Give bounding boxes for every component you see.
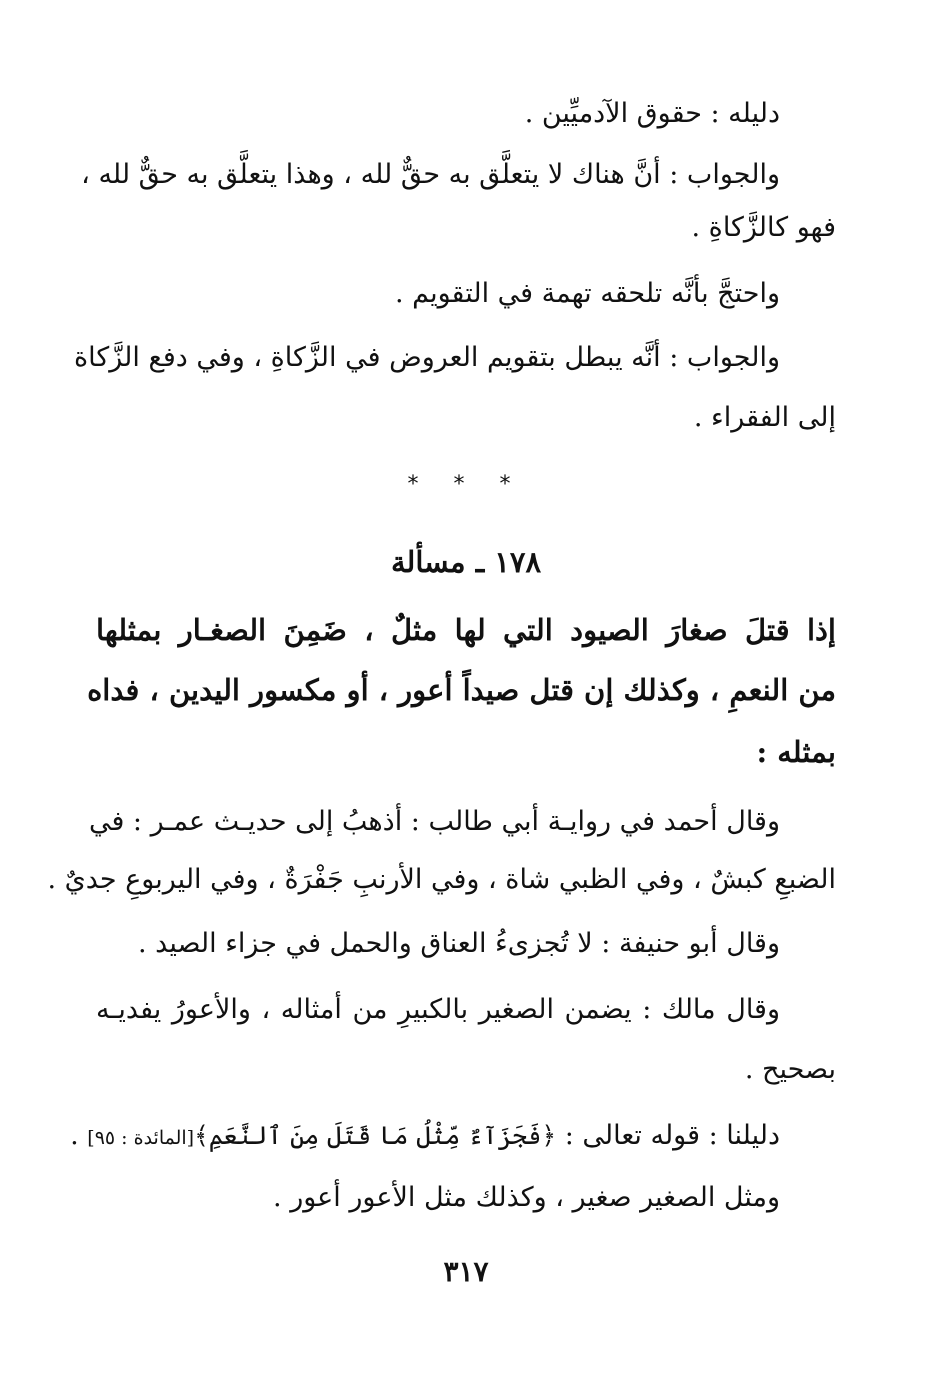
- text-line: الضبعِ كبشٌ ، وفي الظبي شاة ، وفي الأرنبِ جَفْرَةٌ ، وفي اليربوعِ جديٌ .: [47, 864, 836, 895]
- page-number: ٣١٧: [443, 1255, 489, 1288]
- quran-close-bracket: ﴾: [194, 1121, 209, 1150]
- quran-open-bracket: ﴿: [541, 1121, 557, 1150]
- issue-text-line: من النعمِ ، وكذلك إن قتل صيداً أعور ، أو مكسور اليدين ، فداه: [87, 673, 836, 707]
- text-line: وقال مالك : يضمن الصغير بالكبيرِ من أمثاله ، والأعورُ يفديـه: [96, 994, 780, 1025]
- evidence-prefix: دليلنا : قوله تعالى :: [564, 1120, 780, 1151]
- text-line: دليله : حقوق الآدميِّين .: [524, 98, 780, 129]
- heading-dash: ـ: [475, 545, 485, 579]
- text-line: ومثل الصغير صغير ، وكذلك مثل الأعور أعور .: [273, 1182, 780, 1213]
- issue-title: مسألة: [390, 545, 466, 579]
- issue-text-line: إذا قتلَ صغارَ الصيود التي لها مثلٌ ، ضَمِنَ الصغـار بمثلها: [96, 613, 836, 647]
- text-line: والجواب : أنَّه يبطل بتقويم العروض في الزَّكاةِ ، وفي دفع الزَّكاة: [74, 342, 780, 373]
- evidence-line: [70, 1114, 836, 1160]
- verse-citation: [المائدة : ٩٥]: [87, 1127, 195, 1149]
- evidence-end: .: [70, 1120, 79, 1151]
- text-line: واحتجَّ بأنَّه تلحقه تهمة في التقويم .: [394, 278, 780, 309]
- text-line: وقال أحمد في روايـة أبي طالب : أذهبُ إلى حديـث عمـر : في: [88, 806, 780, 837]
- text-line: فهو كالزَّكاةِ .: [691, 212, 836, 243]
- text-line: والجواب : أنَّ هناك لا يتعلَّق به حقٌّ لله ، وهذا يتعلَّق به حقٌّ لله ،: [81, 159, 780, 190]
- issue-number: ١٧٨: [494, 545, 542, 579]
- text-line: بصحيح .: [744, 1054, 836, 1085]
- issue-text-line: بمثله :: [756, 735, 836, 769]
- text-line: وقال أبو حنيفة : لا تُجزىءُ العناق والحمل في جزاء الصيد .: [137, 928, 780, 959]
- issue-heading: [0, 540, 932, 584]
- section-separator: * * *: [407, 472, 525, 497]
- quran-verse: فَجَزَآءٌ مِّثْلُ مَا قَتَلَ مِنَ ٱلنَّعَمِ: [208, 1121, 542, 1150]
- text-line: إلى الفقراء .: [693, 402, 836, 433]
